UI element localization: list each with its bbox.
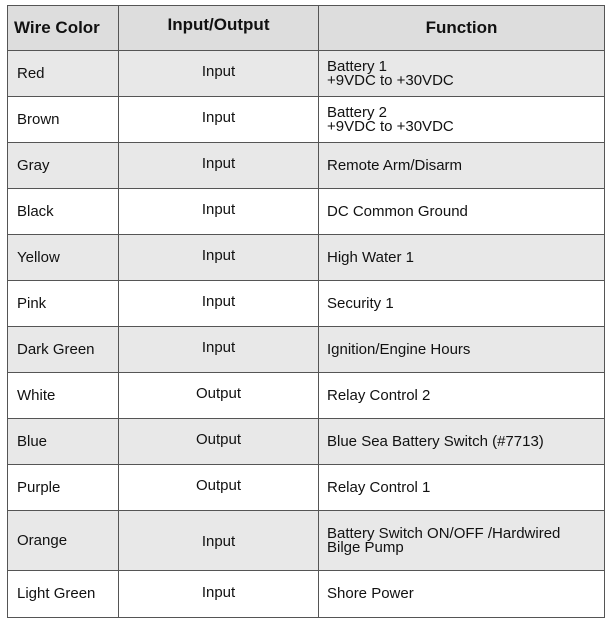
function-cell: Ignition/Engine Hours <box>319 327 605 373</box>
wire-color-cell: Dark Green <box>8 327 119 373</box>
function-cell: Battery Switch ON/OFF /Hardwired Bilge Pump <box>319 511 605 571</box>
table-row <box>8 235 605 281</box>
input-output-cell: Input <box>119 189 319 235</box>
wire-color-cell: Brown <box>8 97 119 143</box>
wire-color-cell: Pink <box>8 281 119 327</box>
input-output-cell: Input <box>119 143 319 189</box>
input-output-cell: Input <box>119 235 319 281</box>
table-header-row <box>8 6 605 51</box>
input-output-cell: Output <box>119 419 319 465</box>
header-wire-color: Wire Color <box>8 6 119 51</box>
table-row <box>8 143 605 189</box>
input-output-cell: Output <box>119 465 319 511</box>
input-output-cell: Output <box>119 373 319 419</box>
table-row <box>8 51 605 97</box>
function-cell: High Water 1 <box>319 235 605 281</box>
table-row <box>8 327 605 373</box>
input-output-cell: Input <box>119 511 319 571</box>
function-cell: Relay Control 1 <box>319 465 605 511</box>
wire-color-cell: White <box>8 373 119 419</box>
function-cell: DC Common Ground <box>319 189 605 235</box>
wire-color-cell: Purple <box>8 465 119 511</box>
wire-color-cell: Gray <box>8 143 119 189</box>
wire-color-cell: Orange <box>8 511 119 571</box>
wire-color-cell: Yellow <box>8 235 119 281</box>
table-row <box>8 419 605 465</box>
table-row <box>8 97 605 143</box>
wire-color-cell: Black <box>8 189 119 235</box>
input-output-cell: Input <box>119 51 319 97</box>
function-cell: Blue Sea Battery Switch (#7713) <box>319 419 605 465</box>
function-cell: Battery 1 +9VDC to +30VDC <box>319 51 605 97</box>
table-row <box>8 373 605 419</box>
function-cell: Battery 2 +9VDC to +30VDC <box>319 97 605 143</box>
wire-color-cell: Blue <box>8 419 119 465</box>
input-output-cell: Input <box>119 327 319 373</box>
table-row <box>8 465 605 511</box>
function-cell: Security 1 <box>319 281 605 327</box>
table-row <box>8 189 605 235</box>
input-output-cell: Input <box>119 571 319 618</box>
wire-color-cell: Red <box>8 51 119 97</box>
wire-table-container <box>7 5 605 618</box>
header-input-output: Input/Output <box>119 6 319 51</box>
function-cell: Relay Control 2 <box>319 373 605 419</box>
table-row <box>8 571 605 618</box>
table-row <box>8 511 605 571</box>
input-output-cell: Input <box>119 97 319 143</box>
header-function: Function <box>319 6 605 51</box>
wire-function-table <box>7 5 605 618</box>
table-row <box>8 281 605 327</box>
function-cell: Shore Power <box>319 571 605 618</box>
function-cell: Remote Arm/Disarm <box>319 143 605 189</box>
wire-color-cell: Light Green <box>8 571 119 618</box>
input-output-cell: Input <box>119 281 319 327</box>
